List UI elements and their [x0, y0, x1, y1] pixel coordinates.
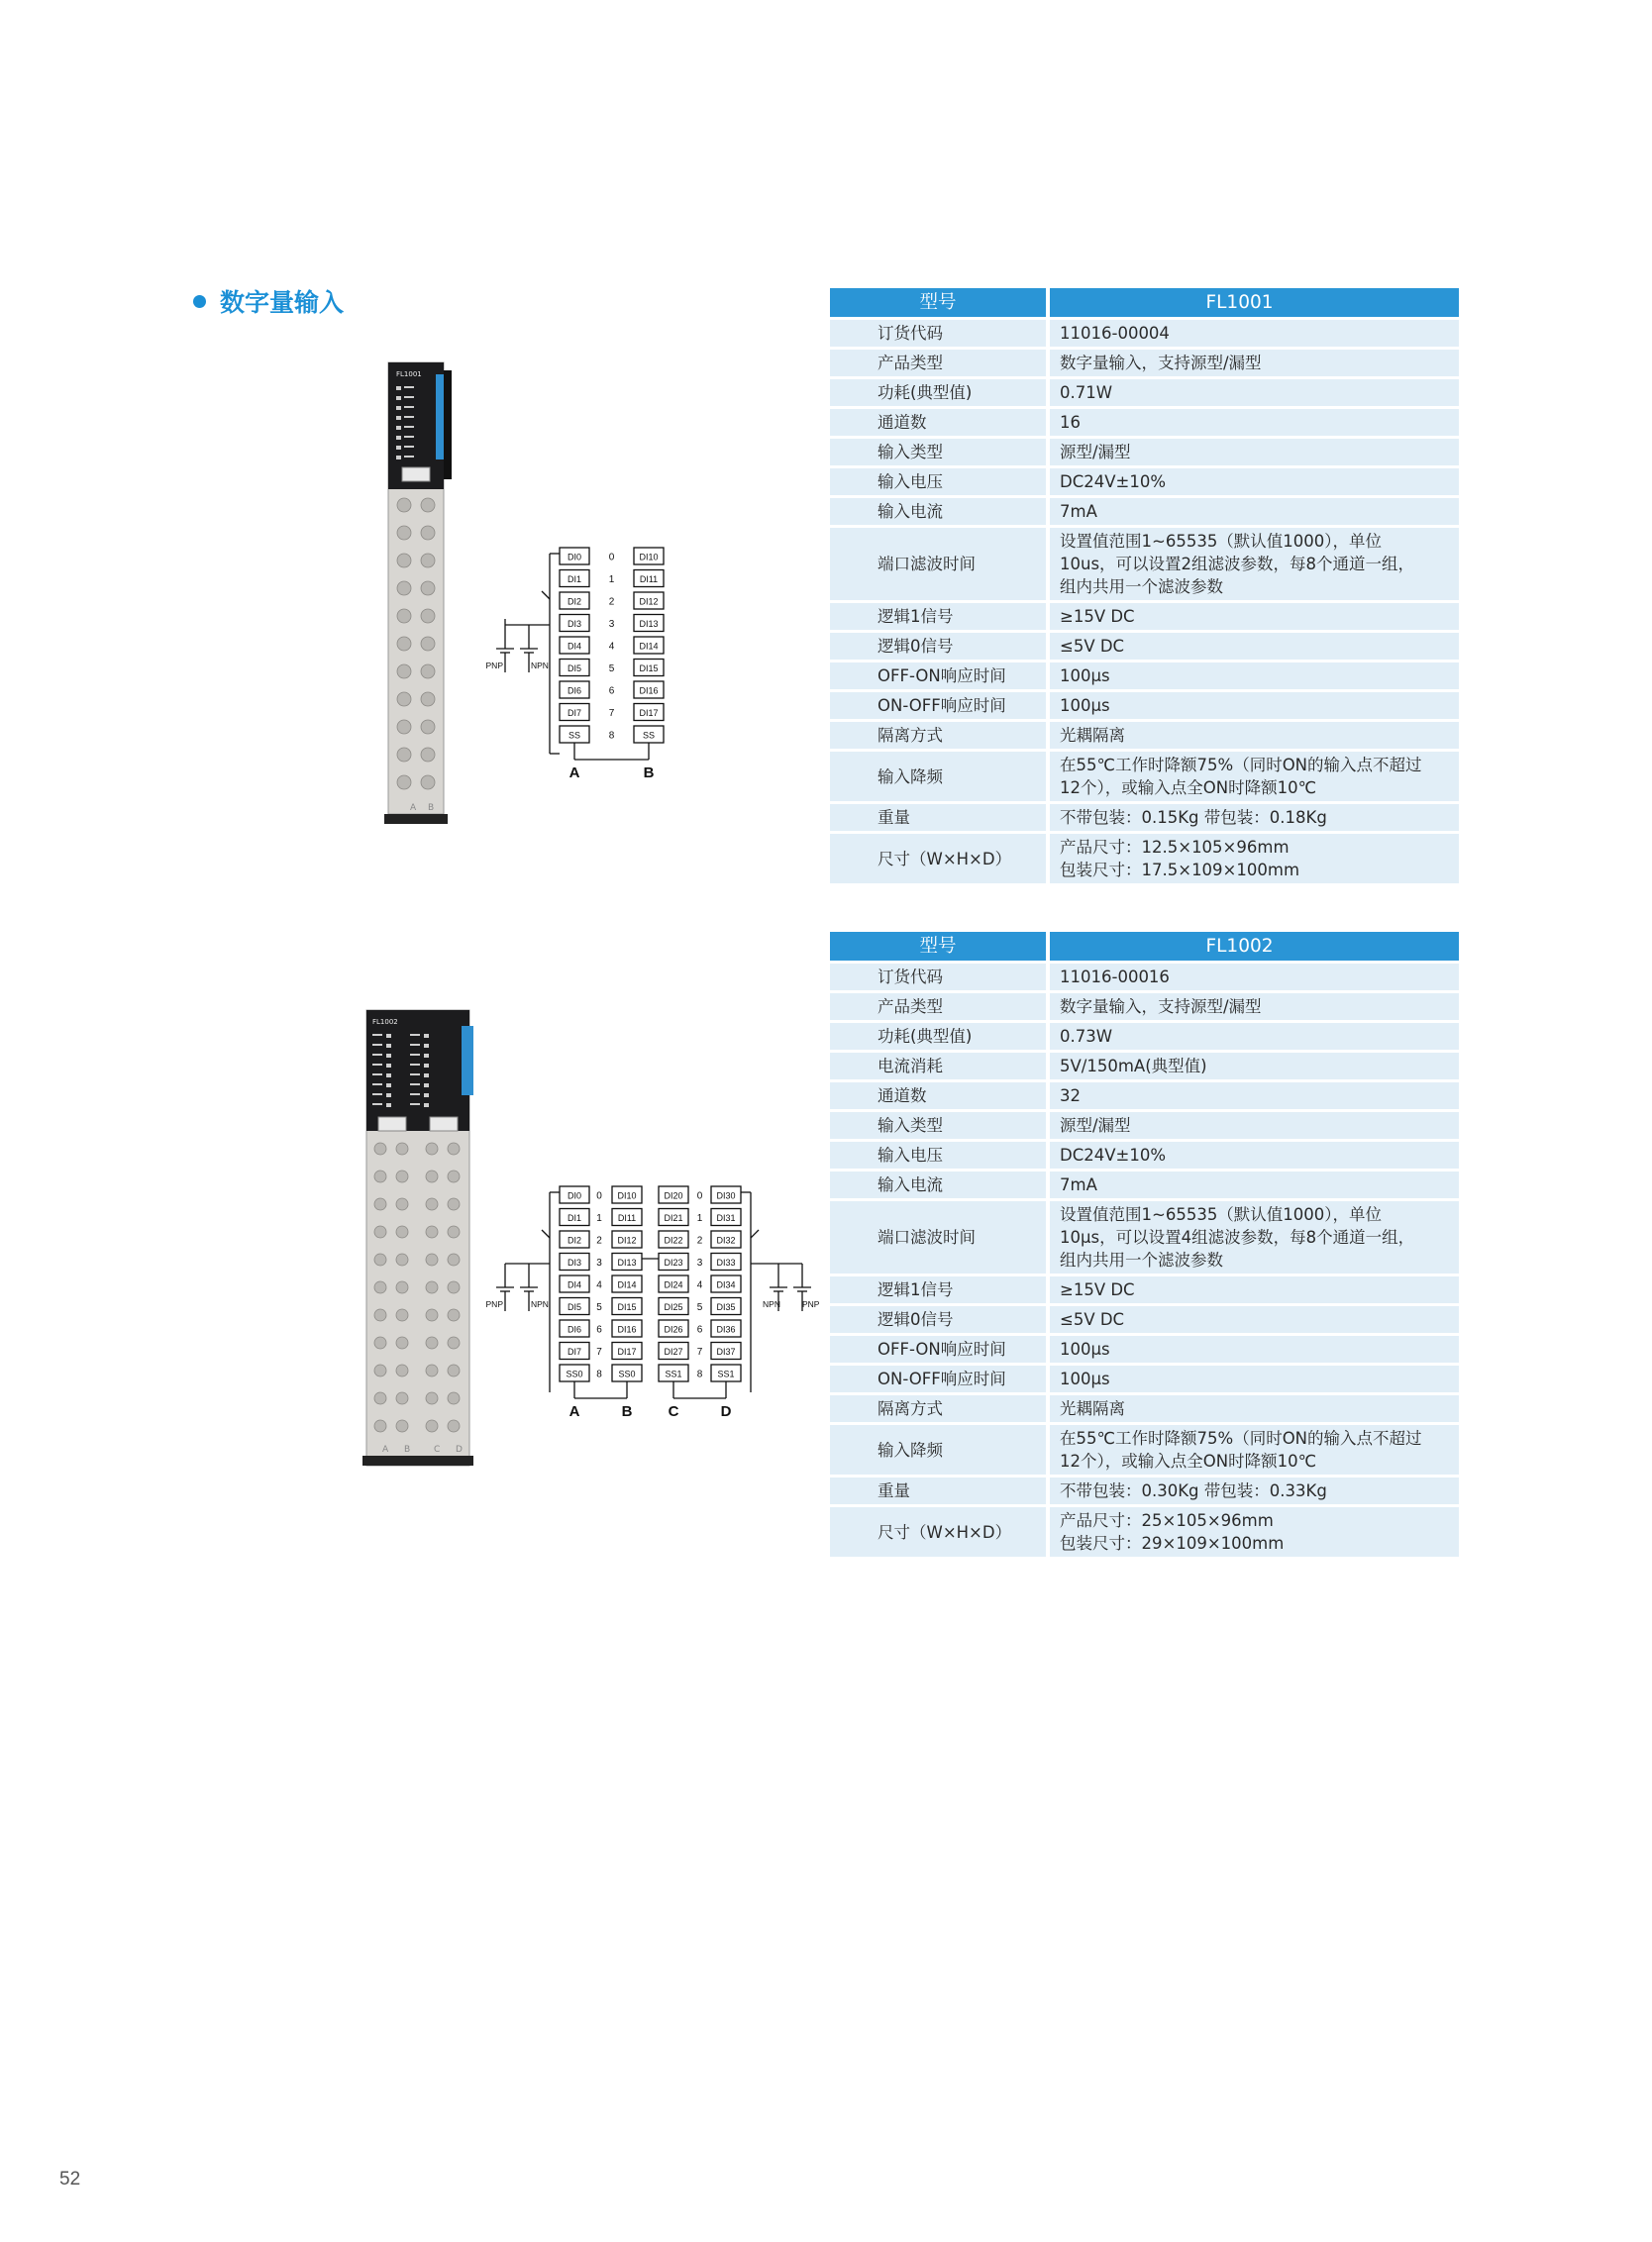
spec-row: [830, 1053, 1459, 1079]
pin-number: 5: [608, 663, 615, 674]
col-a-terminal-label: DI0: [567, 1190, 582, 1201]
spec-row: [830, 320, 1459, 347]
col-c-terminal-label: DI25: [664, 1302, 683, 1312]
pnp-label: PNP: [485, 1299, 503, 1309]
spec-key: 隔离方式: [830, 722, 1050, 749]
col-b-label: B: [621, 1403, 633, 1420]
spec-row: [830, 1395, 1459, 1422]
spec-value: [1050, 1172, 1459, 1198]
col-a-terminal-label: DI2: [567, 1235, 582, 1246]
col-b-terminal-label: DI13: [617, 1258, 637, 1268]
term-label-b: B: [404, 1445, 411, 1455]
col-a-terminal-label: DI7: [567, 708, 582, 718]
spec-value-line: 11016-00004: [1060, 324, 1170, 343]
spec-value-line: 100μs: [1060, 1340, 1110, 1359]
module-label: FL1001: [396, 370, 422, 378]
fl1002-module-image: [359, 1000, 487, 1476]
spec-row: [830, 633, 1459, 660]
col-b-terminal-label: DI12: [617, 1235, 637, 1246]
spec-value: [1050, 1478, 1459, 1504]
pin-number: 2: [608, 596, 615, 608]
col-c-label: C: [668, 1403, 679, 1420]
pin-number: 8: [596, 1369, 602, 1380]
pin-number: 0: [696, 1190, 703, 1202]
pin-number: 8: [696, 1369, 703, 1380]
spec-key: 端口滤波时间: [830, 528, 1050, 600]
fl1002-wiring-diagram: [475, 1178, 832, 1426]
spec-row: [830, 804, 1459, 831]
spec-row: [830, 964, 1459, 990]
spec-value-line: ≥15V DC: [1060, 1280, 1135, 1299]
npn-label: NPN: [531, 661, 549, 670]
spec-key: 输入电压: [830, 468, 1050, 495]
pnp-label: PNP: [485, 661, 503, 670]
spec-value-line: 包装尺寸：17.5×109×100mm: [1060, 861, 1300, 879]
spec-key: 产品类型: [830, 993, 1050, 1020]
col-b-terminal-label: DI14: [617, 1279, 637, 1290]
spec-value: [1050, 722, 1459, 749]
pin-number: 5: [596, 1302, 602, 1313]
col-d-terminal-label: DI30: [716, 1190, 736, 1201]
spec-key: 输入降频: [830, 1425, 1050, 1475]
pin-number: 5: [696, 1302, 703, 1313]
col-a-label: A: [568, 1403, 580, 1420]
npn-label: NPN: [531, 1299, 549, 1309]
spec-row: [830, 692, 1459, 719]
col-c-terminal-label: DI24: [664, 1279, 683, 1290]
spec-value: [1050, 409, 1459, 436]
spec-value-line: 32: [1060, 1086, 1081, 1105]
col-b-terminal-label: DI10: [639, 552, 659, 562]
spec-key: 输入电压: [830, 1142, 1050, 1169]
col-b-terminal-label: DI15: [639, 663, 659, 673]
dc-source-symbol: [486, 1264, 549, 1311]
pin-number: 0: [596, 1190, 602, 1202]
spec-value-line: 在55℃工作时降额75%（同时ON的输入点不超过12个），或输入点全ON时降额10℃: [1060, 1429, 1422, 1471]
spec-value-line: 100μs: [1060, 1370, 1110, 1388]
col-a-terminal-label: DI0: [567, 552, 582, 562]
spec-value: [1050, 1366, 1459, 1392]
spec-row: [830, 528, 1459, 600]
spec-row: [830, 1142, 1459, 1169]
spec-value-line: 数字量输入，支持源型/漏型: [1060, 354, 1262, 372]
spec-row: [830, 1276, 1459, 1303]
pin-number: 4: [596, 1279, 602, 1291]
col-c-terminal-label: DI22: [664, 1235, 683, 1246]
pin-number: 2: [596, 1235, 602, 1247]
pin-number: 3: [596, 1258, 602, 1269]
pnp-label: PNP: [802, 1299, 820, 1309]
spec-value-line: 设置值范围1~65535（默认值1000），单位10μs，可以设置4组滤波参数，每8个通道一组，组内共用一个滤波参数: [1060, 1205, 1415, 1270]
col-b-terminal-label: SS0: [618, 1369, 636, 1379]
spec-row: [830, 1023, 1459, 1050]
col-d-label: D: [720, 1403, 732, 1420]
col-d-terminal-label: SS1: [717, 1369, 735, 1379]
col-d-terminal-label: DI36: [716, 1324, 736, 1335]
spec-value-line: 100μs: [1060, 666, 1110, 685]
spec-value-line: 不带包装：0.15Kg 带包装：0.18Kg: [1060, 808, 1327, 827]
spec-row: [830, 752, 1459, 801]
spec-header-row: [830, 288, 1459, 317]
col-a-terminal-label: DI4: [567, 641, 582, 652]
spec-value: [1050, 1507, 1459, 1557]
spec-key: 产品类型: [830, 350, 1050, 376]
spec-value: [1050, 752, 1459, 801]
spec-value-line: 7mA: [1060, 1175, 1097, 1194]
spec-value-line: 源型/漏型: [1060, 443, 1131, 461]
spec-value-line: ≥15V DC: [1060, 607, 1135, 626]
pin-number: 3: [696, 1258, 703, 1269]
spec-key: 尺寸（W×H×D）: [830, 1507, 1050, 1557]
spec-key: 订货代码: [830, 964, 1050, 990]
spec-row: [830, 1336, 1459, 1363]
pin-number: 6: [608, 685, 615, 697]
spec-key: 输入类型: [830, 1112, 1050, 1139]
spec-key: 重量: [830, 804, 1050, 831]
col-a-terminal-label: DI5: [567, 663, 582, 673]
col-b-label: B: [643, 764, 655, 781]
col-c-terminal-label: DI21: [664, 1213, 683, 1223]
spec-value: [1050, 1201, 1459, 1274]
term-label-c: C: [434, 1445, 441, 1455]
spec-row: [830, 1306, 1459, 1333]
col-b-terminal-label: DI11: [617, 1213, 637, 1223]
spec-value: [1050, 320, 1459, 347]
col-b-terminal-label: DI16: [639, 685, 659, 696]
pin-number: 6: [596, 1324, 602, 1336]
col-a-terminal-label: DI1: [567, 1213, 582, 1223]
spec-row: [830, 1507, 1459, 1557]
spec-value: [1050, 804, 1459, 831]
pin-number: 6: [696, 1324, 703, 1336]
spec-value-line: 16: [1060, 413, 1081, 432]
npn-label: NPN: [763, 1299, 780, 1309]
spec-row: [830, 1425, 1459, 1475]
spec-key: 逻辑0信号: [830, 1306, 1050, 1333]
spec-value-line: DC24V±10%: [1060, 1146, 1167, 1165]
col-a-terminal-label: SS0: [566, 1369, 583, 1379]
spec-row: [830, 662, 1459, 689]
model-label: 型号: [830, 932, 1050, 961]
spec-value-line: DC24V±10%: [1060, 472, 1167, 491]
spec-key: 功耗(典型值): [830, 379, 1050, 406]
spec-value: [1050, 468, 1459, 495]
col-d-terminal-label: DI33: [716, 1258, 736, 1268]
spec-value: [1050, 662, 1459, 689]
spec-row: [830, 1478, 1459, 1504]
bullet-icon: [193, 295, 206, 308]
spec-value: [1050, 379, 1459, 406]
spec-value-line: 0.73W: [1060, 1027, 1113, 1046]
pin-number: 4: [696, 1279, 703, 1291]
col-b-terminal-label: DI17: [617, 1347, 637, 1357]
col-b-terminal-label: DI13: [639, 619, 659, 629]
pin-number: 7: [608, 708, 615, 719]
col-c-terminal-label: DI20: [664, 1190, 683, 1201]
spec-row: [830, 834, 1459, 883]
pin-number: 1: [696, 1213, 703, 1224]
col-d-terminal-label: DI34: [716, 1279, 736, 1290]
spec-row: [830, 603, 1459, 630]
spec-value-line: 源型/漏型: [1060, 1116, 1131, 1135]
col-b-terminal-label: SS: [642, 730, 656, 741]
spec-row: [830, 350, 1459, 376]
spec-value: [1050, 993, 1459, 1020]
spec-key: 隔离方式: [830, 1395, 1050, 1422]
spec-row: [830, 993, 1459, 1020]
term-label-a: A: [382, 1445, 389, 1455]
spec-value-line: 光耦隔离: [1060, 726, 1125, 745]
col-c-terminal-label: DI27: [664, 1347, 683, 1357]
pin-number: 8: [608, 730, 615, 742]
spec-value-line: 数字量输入，支持源型/漏型: [1060, 997, 1262, 1016]
col-d-terminal-label: DI32: [716, 1235, 736, 1246]
col-a-terminal-label: DI4: [567, 1279, 582, 1290]
pin-number: 3: [608, 619, 615, 630]
spec-value: [1050, 964, 1459, 990]
spec-key: 尺寸（W×H×D）: [830, 834, 1050, 883]
model-label: 型号: [830, 288, 1050, 317]
spec-row: [830, 468, 1459, 495]
spec-value: [1050, 439, 1459, 465]
col-a-terminal-label: DI7: [567, 1347, 582, 1357]
term-label-b: B: [428, 803, 435, 813]
spec-key: OFF-ON响应时间: [830, 1336, 1050, 1363]
spec-value: [1050, 1336, 1459, 1363]
col-b-terminal-label: DI11: [639, 574, 659, 584]
spec-key: 输入类型: [830, 439, 1050, 465]
fl1002-spec-table: [830, 929, 1459, 1560]
model-value: FL1001: [1050, 288, 1459, 317]
col-a-terminal-label: DI3: [567, 1258, 582, 1268]
spec-value: [1050, 1395, 1459, 1422]
col-c-terminal-label: DI23: [664, 1258, 683, 1268]
spec-key: 电流消耗: [830, 1053, 1050, 1079]
spec-row: [830, 1172, 1459, 1198]
spec-value: [1050, 1425, 1459, 1475]
col-a-terminal-label: DI1: [567, 574, 582, 584]
col-a-terminal-label: DI6: [567, 685, 582, 696]
spec-row: [830, 722, 1459, 749]
spec-key: ON-OFF响应时间: [830, 692, 1050, 719]
col-a-label: A: [568, 764, 580, 781]
spec-value-line: 5V/150mA(典型值): [1060, 1057, 1207, 1075]
col-b-terminal-label: DI14: [639, 641, 659, 652]
pin-number: 0: [608, 552, 615, 563]
section-title: [193, 281, 344, 321]
pin-number: 4: [608, 641, 615, 653]
spec-row: [830, 1112, 1459, 1139]
spec-value: [1050, 1112, 1459, 1139]
spec-value-line: 7mA: [1060, 502, 1097, 521]
spec-key: 输入降频: [830, 752, 1050, 801]
spec-key: 通道数: [830, 409, 1050, 436]
pin-number: 7: [696, 1347, 703, 1358]
spec-key: 逻辑1信号: [830, 603, 1050, 630]
col-b-terminal-label: DI12: [639, 596, 659, 607]
spec-value: [1050, 603, 1459, 630]
spec-value-line: 在55℃工作时降额75%（同时ON的输入点不超过12个），或输入点全ON时降额10℃: [1060, 756, 1422, 797]
section-title-text: 数字量输入: [220, 288, 345, 317]
module-label: FL1002: [372, 1018, 398, 1026]
spec-value: [1050, 1142, 1459, 1169]
page-number: 52: [59, 2169, 81, 2190]
spec-value: [1050, 633, 1459, 660]
pin-number: 2: [696, 1235, 703, 1247]
spec-value-line: 包装尺寸：29×109×100mm: [1060, 1534, 1285, 1553]
col-a-terminal-label: DI3: [567, 619, 582, 629]
spec-value: [1050, 692, 1459, 719]
spec-row: [830, 1082, 1459, 1109]
col-d-terminal-label: DI37: [716, 1347, 736, 1357]
col-a-terminal-label: SS: [568, 730, 581, 741]
spec-value-line: 产品尺寸：12.5×105×96mm: [1060, 838, 1290, 857]
spec-row: [830, 409, 1459, 436]
spec-key: ON-OFF响应时间: [830, 1366, 1050, 1392]
spec-value-line: ≤5V DC: [1060, 1310, 1125, 1329]
dc-source-symbol: [763, 1264, 820, 1311]
model-value: FL1002: [1050, 932, 1459, 961]
spec-key: 输入电流: [830, 498, 1050, 525]
spec-key: 功耗(典型值): [830, 1023, 1050, 1050]
spec-value: [1050, 350, 1459, 376]
fl1001-module-image: [382, 357, 462, 832]
spec-row: [830, 1366, 1459, 1392]
spec-value-line: 不带包装：0.30Kg 带包装：0.33Kg: [1060, 1481, 1327, 1500]
spec-value-line: 光耦隔离: [1060, 1399, 1125, 1418]
spec-key: 输入电流: [830, 1172, 1050, 1198]
pin-number: 1: [608, 574, 615, 585]
spec-value: [1050, 528, 1459, 600]
spec-value: [1050, 498, 1459, 525]
spec-row: [830, 1201, 1459, 1274]
col-d-terminal-label: DI31: [716, 1213, 736, 1223]
spec-value-line: 设置值范围1~65535（默认值1000），单位10us，可以设置2组滤波参数，每8个通道一组，组内共用一个滤波参数: [1060, 532, 1415, 596]
pin-number: 7: [596, 1347, 602, 1358]
col-a-terminal-label: DI2: [567, 596, 582, 607]
spec-key: 通道数: [830, 1082, 1050, 1109]
spec-key: 重量: [830, 1478, 1050, 1504]
spec-value-line: 11016-00016: [1060, 968, 1170, 986]
col-a-terminal-label: DI5: [567, 1302, 582, 1312]
spec-key: 订货代码: [830, 320, 1050, 347]
fl1001-spec-table: [830, 285, 1459, 886]
spec-row: [830, 439, 1459, 465]
spec-value-line: 产品尺寸：25×105×96mm: [1060, 1511, 1274, 1530]
spec-value: [1050, 1023, 1459, 1050]
spec-value-line: 0.71W: [1060, 383, 1113, 402]
spec-key: 逻辑0信号: [830, 633, 1050, 660]
spec-value: [1050, 1306, 1459, 1333]
col-b-terminal-label: DI16: [617, 1324, 637, 1335]
term-label-a: A: [410, 803, 417, 813]
col-c-terminal-label: SS1: [665, 1369, 682, 1379]
spec-value-line: ≤5V DC: [1060, 637, 1125, 656]
spec-value: [1050, 1276, 1459, 1303]
spec-row: [830, 498, 1459, 525]
spec-value-line: 100μs: [1060, 696, 1110, 715]
dc-source-symbol: [486, 625, 549, 672]
fl1001-wiring-diagram: [475, 540, 713, 787]
spec-value: [1050, 834, 1459, 883]
col-d-terminal-label: DI35: [716, 1302, 736, 1312]
col-b-terminal-label: DI10: [617, 1190, 637, 1201]
col-a-terminal-label: DI6: [567, 1324, 582, 1335]
spec-value: [1050, 1053, 1459, 1079]
spec-key: OFF-ON响应时间: [830, 662, 1050, 689]
term-label-d: D: [456, 1445, 463, 1455]
spec-key: 端口滤波时间: [830, 1201, 1050, 1274]
col-c-terminal-label: DI26: [664, 1324, 683, 1335]
spec-row: [830, 379, 1459, 406]
col-b-terminal-label: DI17: [639, 708, 659, 718]
spec-header-row: [830, 932, 1459, 961]
col-b-terminal-label: DI15: [617, 1302, 637, 1312]
spec-key: 逻辑1信号: [830, 1276, 1050, 1303]
pin-number: 1: [596, 1213, 602, 1224]
spec-value: [1050, 1082, 1459, 1109]
